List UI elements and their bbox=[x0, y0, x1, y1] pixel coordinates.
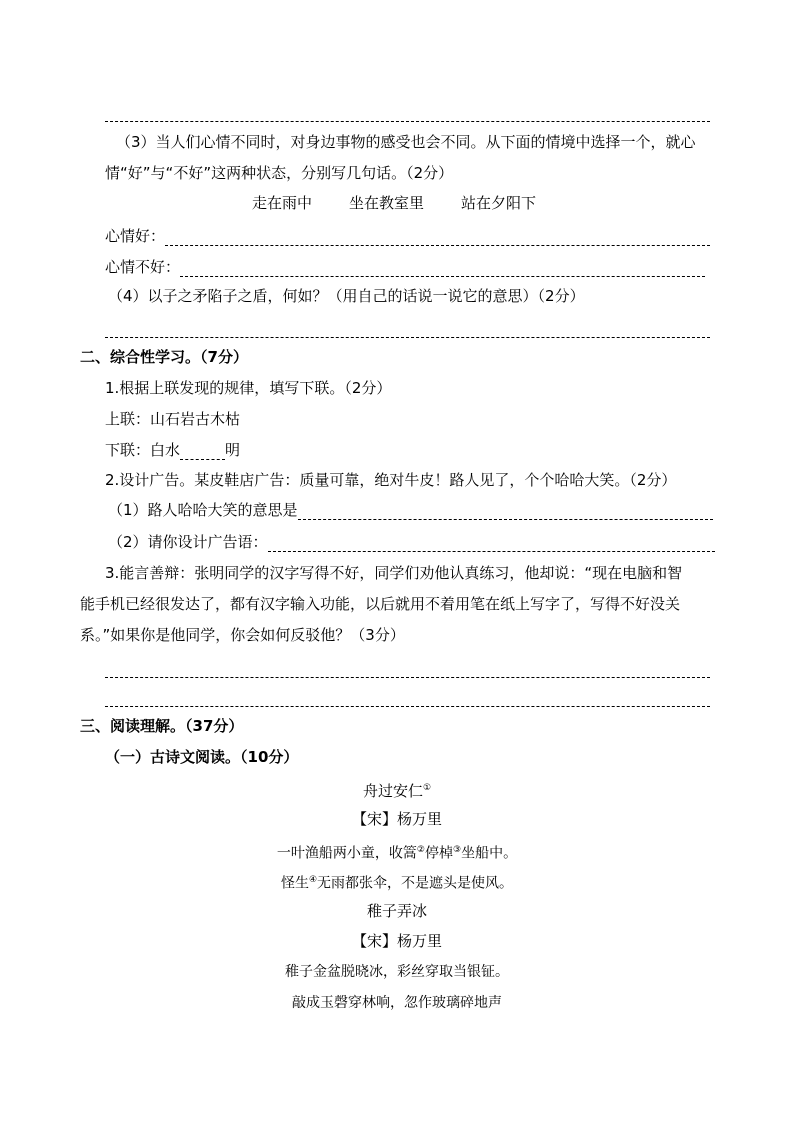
section-3-title: 三、阅读理解。（37分） bbox=[80, 717, 244, 735]
subsection-title: （一）古诗文阅读。（10分） bbox=[105, 748, 299, 766]
poem-2-line-2: 敲成玉磬穿林响，忽作玻璃碎地声 bbox=[292, 995, 502, 1011]
question-2-2-1: （1）路人哈哈大笑的意思是 bbox=[108, 501, 298, 519]
poem-text: 坐船中。 bbox=[461, 845, 518, 862]
poem-text: 停棹 bbox=[425, 845, 453, 862]
scene-option: 走在雨中 bbox=[252, 194, 313, 212]
lower-couplet-suffix: 明 bbox=[225, 441, 241, 459]
poem-2-author: 【宋】杨万里 bbox=[351, 932, 442, 950]
mood-bad-answer-line[interactable] bbox=[180, 264, 705, 277]
footnote-marker: ② bbox=[416, 845, 425, 855]
lower-couplet-prefix: 下联：白水 bbox=[105, 441, 181, 459]
poem-1-line-2 bbox=[0, 870, 794, 894]
question-1-3-line2: 情“好”与“不好”这两种状态，分别写几句话。（2分） bbox=[105, 164, 454, 182]
footnote-marker: ③ bbox=[453, 845, 462, 855]
poem-2-title: 稚子弄冰 bbox=[366, 902, 427, 920]
poem-text: 怪生 bbox=[280, 875, 309, 892]
poem-1-title-text: 舟过安仁 bbox=[362, 782, 423, 800]
poem-1-author: 【宋】杨万里 bbox=[351, 810, 442, 828]
answer-line[interactable] bbox=[105, 687, 710, 707]
question-2-2: 2.设计广告。某皮鞋店广告：质量可靠，绝对牛皮！路人见了，个个哈哈大笑。（2分） bbox=[105, 471, 677, 489]
poem-1-title bbox=[0, 778, 794, 801]
scene-option: 坐在教室里 bbox=[349, 194, 425, 212]
poem-1-line-1 bbox=[0, 840, 794, 864]
footnote-marker: ① bbox=[422, 783, 432, 793]
answer-line[interactable] bbox=[298, 507, 713, 520]
mood-bad-label: 心情不好： bbox=[105, 258, 181, 276]
mood-good-label: 心情好： bbox=[105, 227, 166, 245]
mood-bad-row bbox=[105, 257, 705, 277]
upper-couplet: 上联：山石岩古木枯 bbox=[105, 410, 241, 428]
question-2-2-2: （2）请你设计广告语： bbox=[108, 533, 268, 551]
question-2-3-line3: 系。”如果你是他同学，你会如何反驳他？（3分） bbox=[80, 626, 405, 644]
scene-option: 站在夕阳下 bbox=[461, 194, 537, 212]
question-2-3-line1: 3.能言善辩：张明同学的汉字写得不好，同学们劝他认真练习，他却说：“现在电脑和智 bbox=[105, 564, 683, 582]
question-1-4: （4）以子之矛陷子之盾，何如？（用自己的话说一说它的意思）（2分） bbox=[108, 287, 585, 305]
couplet-blank[interactable] bbox=[180, 447, 225, 460]
question-1-3-line1: （3）当人们心情不同时，对身边事物的感受也会不同。从下面的情境中选择一个，就心 bbox=[116, 133, 696, 151]
section-2-title: 二、综合性学习。（7分） bbox=[80, 348, 248, 366]
answer-line[interactable] bbox=[105, 102, 710, 122]
poem-2-line-1: 稚子金盆脱晓冰，彩丝穿取当银钲。 bbox=[285, 964, 509, 980]
answer-line[interactable] bbox=[105, 658, 710, 678]
mood-good-row bbox=[105, 226, 710, 246]
question-2-1: 1.根据上联发现的规律，填写下联。（2分） bbox=[105, 379, 392, 397]
question-2-2-2-row bbox=[108, 532, 715, 552]
answer-line[interactable] bbox=[105, 318, 710, 338]
poem-text: 无雨都张伞，不是遮头是使风。 bbox=[317, 875, 514, 892]
lower-couplet-row bbox=[105, 440, 240, 460]
answer-line[interactable] bbox=[268, 539, 715, 552]
question-2-2-1-row bbox=[108, 500, 713, 520]
mood-good-answer-line[interactable] bbox=[165, 233, 710, 246]
footnote-marker: ④ bbox=[308, 875, 318, 885]
question-2-3-line2: 能手机已经很发达了，都有汉字输入功能，以后就用不着用笔在纸上写字了，写得不好没关 bbox=[80, 595, 681, 613]
poem-text: 一叶渔船两小童，收篙 bbox=[276, 845, 417, 862]
